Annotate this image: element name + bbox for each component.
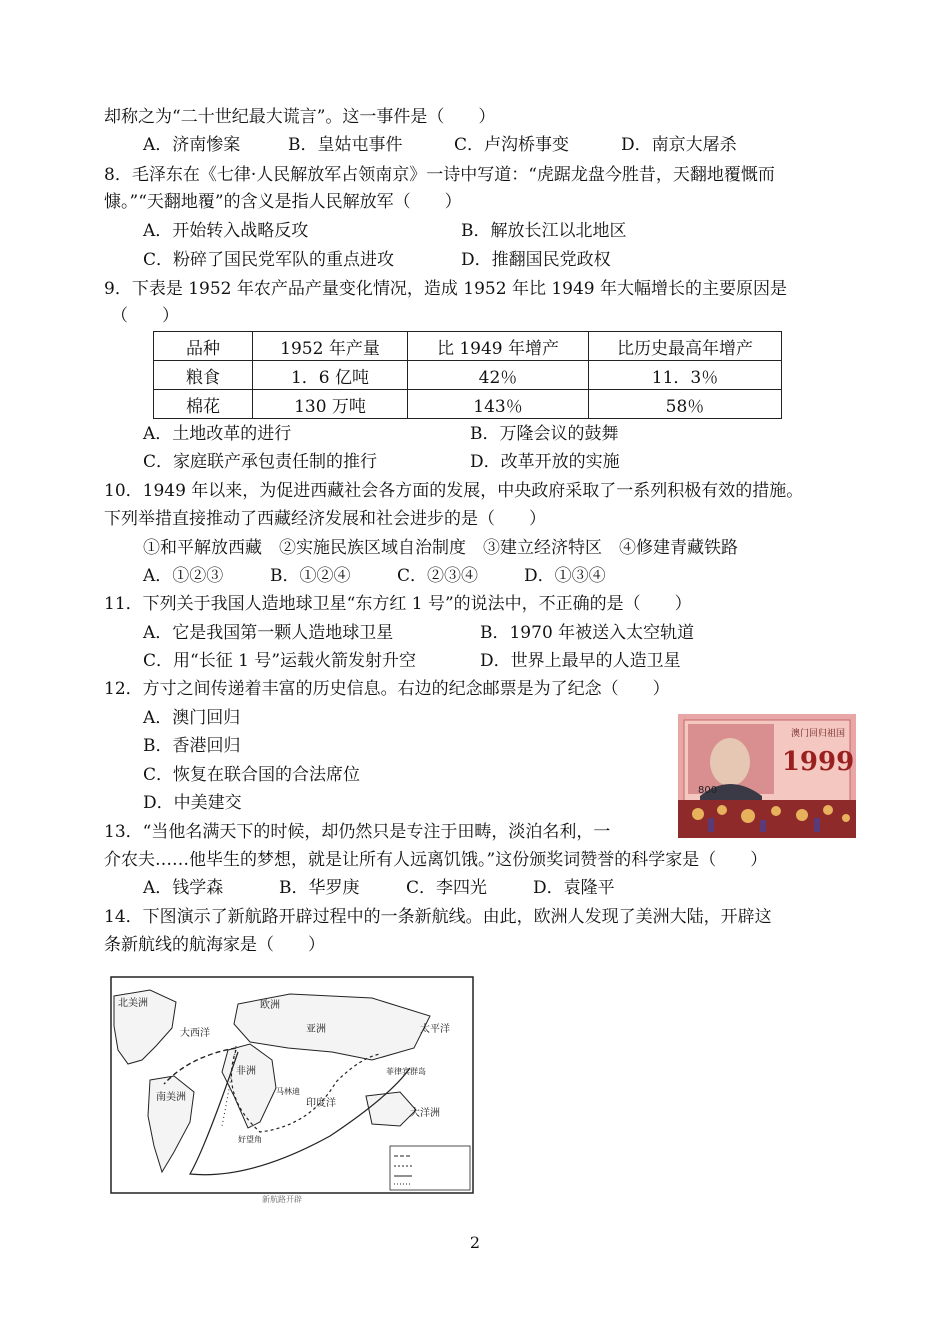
stamp-illustration (678, 714, 856, 838)
q12-stem: 12．方寸之间传递着丰富的历史信息。右边的纪念邮票是为了纪念（ ） (104, 679, 670, 699)
table-row (154, 390, 782, 419)
table-cell: 粮食 (154, 361, 253, 390)
q11-option-d: D．世界上最早的人造卫星 (480, 651, 681, 671)
map-label-atlantic: 大西洋 (180, 1028, 210, 1039)
q10-option-b: B．①②④ (270, 566, 351, 586)
q9-option-c: C．家庭联产承包责任制的推行 (143, 452, 378, 472)
q10-stem-cont: 下列举措直接推动了西藏经济发展和社会进步的是（ ） (104, 509, 546, 529)
q8-option-b: B．解放长江以北地区 (461, 221, 627, 241)
q10-option-d: D．①③④ (524, 566, 606, 586)
q11-stem: 11．下列关于我国人造地球卫星“东方红 1 号”的说法中，不正确的是（ ） (104, 594, 692, 614)
q9-option-d: D．改革开放的实施 (470, 452, 620, 472)
q9-stem-cont: （ ） (111, 306, 179, 326)
q12-option-a: A．澳门回归 (143, 708, 241, 728)
table-row (154, 361, 782, 390)
q13-option-a: A．钱学森 (143, 878, 224, 898)
q11-option-b: B．1970 年被送入太空轨道 (480, 623, 695, 643)
table-header: 比 1949 年增产 (408, 332, 589, 361)
q8-option-a: A．开始转入战略反攻 (143, 221, 309, 241)
q12-option-b: B．香港回归 (143, 736, 241, 756)
map-label-asia: 亚洲 (306, 1024, 326, 1035)
map-label-africa: 非洲 (236, 1066, 256, 1077)
map-label-south-america: 南美洲 (156, 1092, 186, 1103)
q10-option-c: C．②③④ (397, 566, 479, 586)
page-number: 2 (469, 1233, 481, 1252)
map-label-indian-ocean: 印度洋 (306, 1098, 336, 1109)
table-cell: 42％ (408, 361, 589, 390)
map-label-north-america: 北美洲 (118, 998, 148, 1009)
q7-option-d: D．南京大屠杀 (621, 135, 737, 155)
q12-option-c: C．恢复在联合国的合法席位 (143, 765, 361, 785)
table-cell: 1．6 亿吨 (253, 361, 408, 390)
q13-option-c: C．李四光 (406, 878, 488, 898)
q7-option-c: C．卢沟桥事变 (454, 135, 570, 155)
map-label-europe: 欧洲 (260, 1000, 280, 1011)
table-cell: 11．3％ (589, 361, 782, 390)
table-header: 比历史最高年增产 (589, 332, 782, 361)
stamp-denomination: 800 (698, 785, 718, 796)
q7-stem-tail: 却称之为“二十世纪最大谎言”。这一事件是（ ） (104, 107, 496, 127)
table-cell: 143％ (408, 390, 589, 419)
map-label-pacific: 太平洋 (420, 1024, 450, 1035)
table-header: 品种 (154, 332, 253, 361)
map-caption: 新航路开辟 (262, 1195, 302, 1204)
map-label-philippines: 菲律宾群岛 (386, 1067, 426, 1076)
table-cell: 130 万吨 (253, 390, 408, 419)
q13-stem: 13．“当他名满天下的时候，却仍然只是专注于田畴，淡泊名利，一 (104, 822, 611, 842)
navigation-route-map (110, 976, 474, 1194)
q10-items: ①和平解放西藏 ②实施民族区域自治制度 ③建立经济特区 ④修建青藏铁路 (143, 538, 738, 558)
table-cell: 58％ (589, 390, 782, 419)
map-label-malindi: 马林迪 (276, 1087, 300, 1096)
q9-option-a: A．土地改革的进行 (143, 424, 292, 444)
q9-stem: 9．下表是 1952 年农产品产量变化情况，造成 1952 年比 1949 年大幅增长的主要原因是 (104, 279, 788, 299)
q8-stem-cont: 慷。”“天翻地覆”的含义是指人民解放军（ ） (104, 192, 462, 212)
q14-stem-cont: 条新航线的航海家是（ ） (104, 935, 325, 955)
q10-option-a: A．①②③ (143, 566, 224, 586)
map-label-cape: 好望角 (238, 1135, 262, 1144)
q13-stem-cont: 介农夫……他毕生的梦想，就是让所有人远离饥饿。”这份颁奖词赞誉的科学家是（ ） (104, 850, 768, 870)
route-map-drawing (110, 976, 474, 1194)
q13-option-b: B．华罗庚 (279, 878, 360, 898)
q8-option-c: C．粉碎了国民党军队的重点进攻 (143, 250, 395, 270)
q7-option-b: B．皇姑屯事件 (288, 135, 403, 155)
commemorative-stamp (678, 714, 856, 838)
table-header-row (154, 332, 782, 361)
map-label-oceania: 大洋洲 (410, 1108, 440, 1119)
table-header: 1952 年产量 (253, 332, 408, 361)
q8-option-d: D．推翻国民党政权 (461, 250, 611, 270)
q10-stem: 10．1949 年以来，为促进西藏社会各方面的发展，中央政府采取了一系列积极有效的措施。 (104, 481, 804, 501)
q11-option-a: A．它是我国第一颗人造地球卫星 (143, 623, 394, 643)
q8-stem: 8．毛泽东在《七律·人民解放军占领南京》一诗中写道：“虎踞龙盘今胜昔，天翻地覆慨而 (104, 165, 775, 185)
q7-option-a: A．济南惨案 (143, 135, 241, 155)
stamp-caption: 澳门回归祖国 (790, 729, 846, 739)
q9-option-b: B．万隆会议的鼓舞 (470, 424, 619, 444)
q12-option-d: D．中美建交 (143, 793, 242, 813)
q14-stem: 14．下图演示了新航路开辟过程中的一条新航线。由此，欧洲人发现了美洲大陆，开辟这 (104, 907, 772, 927)
production-table (153, 331, 782, 419)
q13-option-d: D．袁隆平 (533, 878, 615, 898)
stamp-year: 1999 (781, 747, 855, 777)
table-cell: 棉花 (154, 390, 253, 419)
q11-option-c: C．用“长征 1 号”运载火箭发射升空 (143, 651, 417, 671)
